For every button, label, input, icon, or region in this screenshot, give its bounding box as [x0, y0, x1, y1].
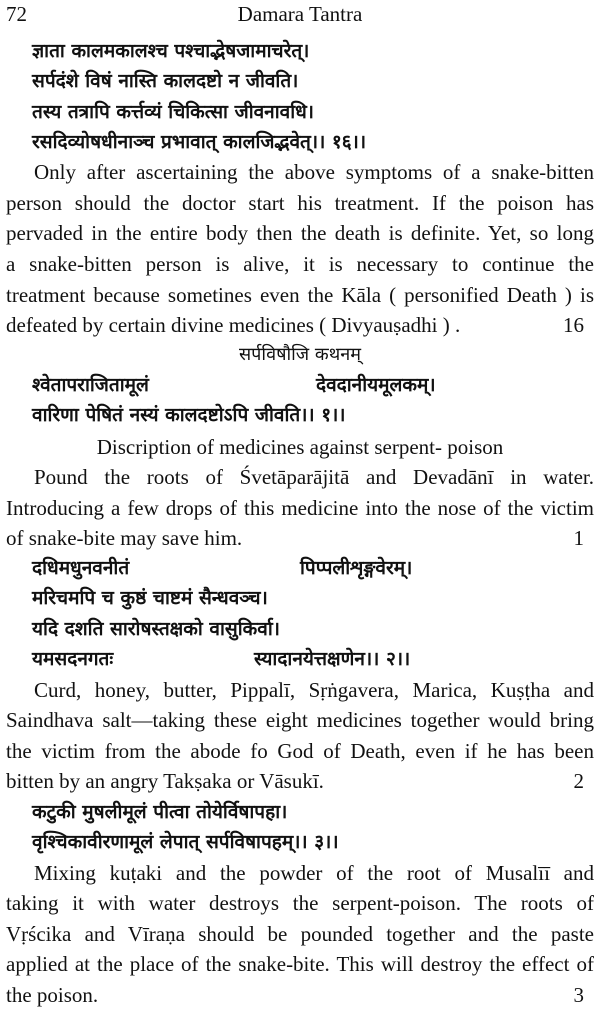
- para-2-line: Curd, honey, butter, Pippalī, Sṛṅgavera, Marica, Kuṣṭha and: [34, 678, 594, 702]
- para-1-line: Pound the roots of Śvetāparājitā and Devadānī in water.: [34, 465, 594, 489]
- para-1-line: of snake-bite may save him.: [6, 526, 243, 550]
- verse-16-line-1: ज्ञाता कालमकालश्च पश्चाद्भेषजामाचरेत्।: [32, 40, 310, 62]
- para-16-line: person should the doctor start his treatment. If the poison has: [6, 191, 594, 215]
- para-3-line: Vṛścika and Vīraṇa should be pounded together and the paste: [6, 922, 594, 946]
- verse-3-line-1: कटुकी मुषलीमूलं पीत्वा तोयेर्विषापहा।: [32, 801, 288, 823]
- para-2-line: Saindhava salt—taking these eight medicines together would bring: [6, 708, 594, 732]
- para-16-line: a snake-bitten person is alive, it is necessary to continue the: [6, 252, 594, 276]
- verse-1-line-1-right: देवदानीयमूलकम्।: [316, 374, 436, 396]
- verse-16-line-4: रसदिव्योषधीनाञ्च प्रभावात् कालजिद्भवेत्।। १६।।: [32, 131, 367, 153]
- para-3-line: Mixing kuṭaki and the powder of the root of Musalīī and: [34, 861, 594, 885]
- page-number: 72: [6, 2, 27, 26]
- verse-2-line-4-left: यमसदनगतः: [32, 648, 114, 670]
- para-16-line: treatment because sometines even the Kāla ( personified Death ) is: [6, 283, 594, 307]
- verse-number: 1: [573, 526, 584, 550]
- verse-2-line-1-left: दधिमधुनवनीतं: [32, 557, 130, 579]
- para-16-line: defeated by certain divine medicines ( Divyauṣadhi ) .: [6, 313, 461, 337]
- verse-1-line-1: [32, 370, 592, 400]
- running-title: Damara Tantra: [237, 2, 363, 26]
- verse-2-line-2: मरिचमपि च कुष्ठं चाष्टमं सैन्धवञ्च।: [32, 587, 268, 609]
- verse-2-line-1: [32, 553, 592, 583]
- para-3-line: the poison.: [6, 983, 99, 1007]
- para-1-line: Introducing a few drops of this medicine into the nose of the victim: [6, 496, 594, 520]
- running-header: [0, 2, 600, 32]
- verse-2-line-4-right: स्यादानयेत्तक्षणेन।। २।।: [254, 648, 411, 670]
- verse-2-line-1-right: पिप्पलीशृङ्गवेरम्।: [300, 557, 413, 579]
- verse-2-line-4: [32, 644, 592, 674]
- verse-1-line-1-left: श्वेतापराजितामूलं: [32, 374, 149, 396]
- verse-16-line-3: तस्य तत्रापि कर्त्तव्यं चिकित्सा जीवनावधि।: [32, 101, 315, 123]
- verse-number: 16: [563, 313, 584, 337]
- para-3-last-line: [6, 980, 594, 1010]
- para-16-line: Only after ascertaining the above symptoms of a snake-bitten: [34, 160, 594, 184]
- para-16-line: pervaded in the entire body then the death is definite. Yet, so long: [6, 221, 594, 245]
- section-heading-sanskrit: सर्पविषौजि कथनम्: [239, 344, 361, 365]
- para-2-line: bitten by an angry Takṣaka or Vāsukī.: [6, 769, 324, 793]
- verse-number: 2: [573, 769, 584, 793]
- para-1-last-line: [6, 523, 594, 553]
- verse-3-line-2: वृश्चिकावीरणामूलं लेपात् सर्पविषापहम्।। ३।।: [32, 831, 339, 853]
- para-2-line: the victim from the abode fo God of Death, even if he has been: [6, 739, 594, 763]
- verse-16-line-2: सर्पदंशे विषं नास्ति कालदष्टो न जीवति।: [32, 70, 299, 92]
- para-2-last-line: [6, 766, 594, 796]
- verse-1-line-2: वारिणा पेषितं नस्यं कालदष्टोऽपि जीवति।। १।।: [32, 404, 346, 426]
- para-16-last-line: [6, 310, 594, 340]
- section-heading-english: Discription of medicines against serpent- poison: [96, 435, 504, 459]
- para-3-line: applied at the place of the snake-bite. This will destroy the effect of: [6, 952, 594, 976]
- para-3-line: taking it with water destroys the serpent-poison. The roots of: [6, 891, 594, 915]
- verse-number: 3: [573, 983, 584, 1007]
- verse-2-line-3: यदि दशति सारोषस्तक्षको वासुकिर्वा।: [32, 618, 280, 640]
